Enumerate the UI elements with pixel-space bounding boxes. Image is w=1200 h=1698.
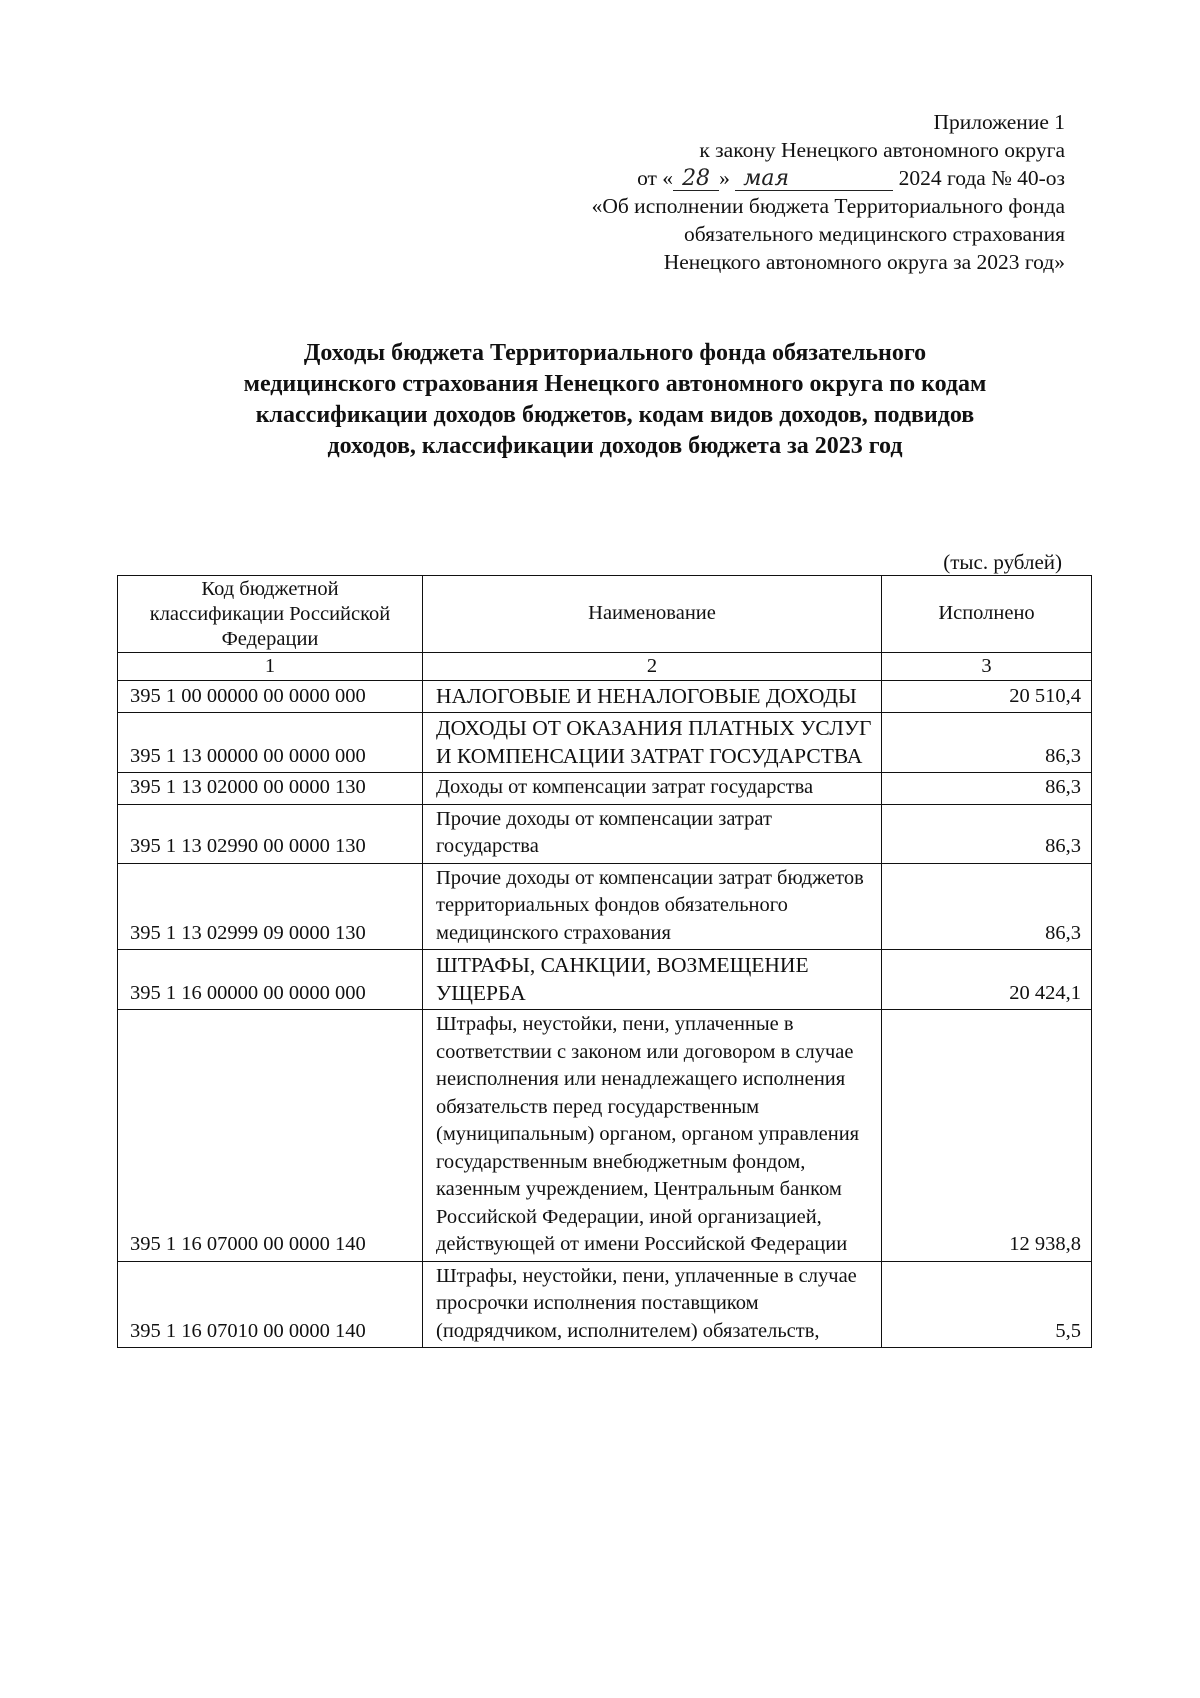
row-value: 20 424,1 — [882, 950, 1092, 1010]
table-row — [118, 1010, 1092, 1262]
appendix-note — [592, 108, 1065, 276]
table-row — [118, 804, 1092, 863]
row-value: 86,3 — [882, 863, 1092, 950]
row-code: 395 1 13 02000 00 0000 130 — [118, 773, 423, 805]
title-line-2: медицинского страхования Ненецкого автономного округа по кодам — [243, 371, 987, 397]
row-name: ДОХОДЫ ОТ ОКАЗАНИЯ ПЛАТНЫХ УСЛУГ И КОМПЕНСАЦИИ ЗАТРАТ ГОСУДАРСТВА — [423, 713, 882, 773]
table-row — [118, 950, 1092, 1010]
column-number-3: 3 — [882, 653, 1092, 681]
row-name: НАЛОГОВЫЕ И НЕНАЛОГОВЫЕ ДОХОДЫ — [423, 681, 882, 713]
column-number-2: 2 — [423, 653, 882, 681]
row-code: 395 1 16 00000 00 0000 000 — [118, 950, 423, 1010]
row-value: 86,3 — [882, 804, 1092, 863]
header-code: Код бюджетной классификации Российской Федерации — [118, 576, 423, 653]
row-code: 395 1 13 02990 00 0000 130 — [118, 804, 423, 863]
row-name: Штрафы, неустойки, пени, уплаченные в случае просрочки исполнения поставщиком (подрядчиком, исполнителем) обязательств, — [423, 1261, 882, 1348]
row-code: 395 1 16 07010 00 0000 140 — [118, 1261, 423, 1348]
row-value: 12 938,8 — [882, 1010, 1092, 1262]
date-suffix: 2024 года № 40-оз — [898, 166, 1065, 190]
revenue-table — [117, 575, 1092, 1348]
row-code: 395 1 13 00000 00 0000 000 — [118, 713, 423, 773]
title-line-1: Доходы бюджета Территориального фонда обязательного — [303, 340, 927, 366]
row-value: 5,5 — [882, 1261, 1092, 1348]
appendix-line-5: обязательного медицинского страхования — [683, 222, 1065, 246]
table-row — [118, 713, 1092, 773]
header-name: Наименование — [423, 576, 882, 653]
appendix-line-2: к закону Ненецкого автономного округа — [699, 138, 1065, 162]
row-code: 395 1 00 00000 00 0000 000 — [118, 681, 423, 713]
row-value: 20 510,4 — [882, 681, 1092, 713]
row-value: 86,3 — [882, 773, 1092, 805]
appendix-line-6: Ненецкого автономного округа за 2023 год» — [663, 250, 1065, 274]
row-name: Доходы от компенсации затрат государства — [423, 773, 882, 805]
date-day-handwritten: 28 — [673, 168, 719, 191]
row-name: Штрафы, неустойки, пени, уплаченные в соответствии с законом или договором в случае неисполнения или ненадлежащего исполнения обязательств перед государственным (муниципальным) органом, органом управления государственным внебюджетным фондом, казенным учреждением, Центральным банком Российской Федерации, иной организацией, действующей от имени Российской Федерации — [423, 1010, 882, 1262]
appendix-line-4: «Об исполнении бюджета Территориального фонда — [591, 194, 1065, 218]
unit-label: (тыс. рублей) — [943, 550, 1062, 574]
table-row — [118, 1261, 1092, 1348]
date-month-handwritten: мая — [735, 168, 893, 191]
row-value: 86,3 — [882, 713, 1092, 773]
title-line-3: классификации доходов бюджетов, кодам видов доходов, подвидов — [255, 402, 975, 428]
date-mid: » — [719, 166, 730, 190]
appendix-date-line — [592, 164, 1065, 192]
table-row — [118, 681, 1092, 713]
appendix-line-1: Приложение 1 — [933, 110, 1065, 134]
date-prefix: от « — [637, 166, 674, 190]
table-header-row — [118, 576, 1092, 653]
row-name: Прочие доходы от компенсации затрат бюджетов территориальных фондов обязательного медицинского страхования — [423, 863, 882, 950]
row-code: 395 1 16 07000 00 0000 140 — [118, 1010, 423, 1262]
document-title — [150, 338, 1080, 462]
table-row — [118, 773, 1092, 805]
table-row — [118, 863, 1092, 950]
row-code: 395 1 13 02999 09 0000 130 — [118, 863, 423, 950]
row-name: ШТРАФЫ, САНКЦИИ, ВОЗМЕЩЕНИЕ УЩЕРБА — [423, 950, 882, 1010]
title-line-4: доходов, классификации доходов бюджета за 2023 год — [327, 433, 903, 459]
column-number-1: 1 — [118, 653, 423, 681]
column-number-row — [118, 653, 1092, 681]
row-name: Прочие доходы от компенсации затрат государства — [423, 804, 882, 863]
header-value: Исполнено — [882, 576, 1092, 653]
